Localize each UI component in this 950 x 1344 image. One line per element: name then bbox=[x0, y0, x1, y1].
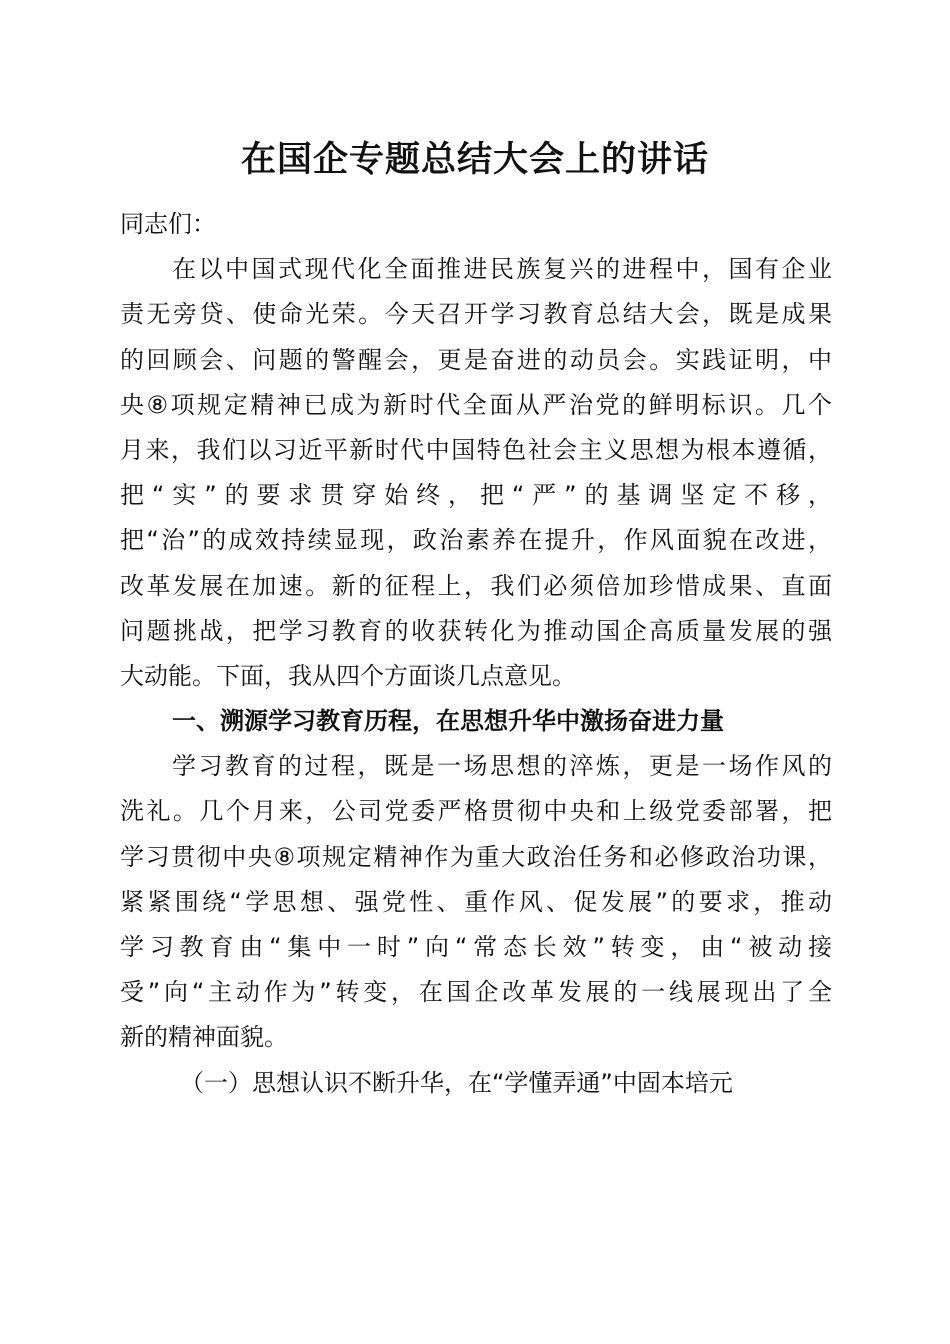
text-line: 责无旁贷、使命光荣。今天召开学习教育总结大会，既是成果 bbox=[120, 300, 832, 329]
document-body bbox=[120, 202, 832, 1106]
text-line: 大动能。下面，我从四个方面谈几点意见。 bbox=[120, 661, 576, 690]
text-line: 洗礼。几个月来，公司党委严格贯彻中央和上级党委部署，把 bbox=[120, 797, 832, 826]
text-line: 在以中国式现代化全面推进民族复兴的进程中，国有企业 bbox=[172, 255, 832, 284]
text-line: 学习教育由“集中一时”向“常态长效”转变，由“被动接 bbox=[120, 933, 832, 961]
text-line: 月来，我们以习近平新时代中国特色社会主义思想为根本遵循， bbox=[120, 435, 832, 464]
text-line: 问题挑战，把学习教育的收获转化为推动国企高质量发展的强 bbox=[120, 616, 832, 645]
salutation: 同志们： bbox=[120, 210, 216, 238]
text-line: 新的精神面貌。 bbox=[120, 1023, 288, 1052]
intro-paragraph bbox=[120, 247, 832, 699]
text-line: 央⑧项规定精神已成为新时代全面从严治党的鲜明标识。几个 bbox=[120, 390, 832, 419]
text-line: 的回顾会、问题的警醒会，更是奋进的动员会。实践证明，中 bbox=[120, 345, 832, 374]
section-paragraph bbox=[120, 744, 832, 1060]
text-line: 学习贯彻中央⑧项规定精神作为重大政治任务和必修政治功课， bbox=[120, 842, 832, 871]
text-line: 紧紧围绕“学思想、强党性、重作风、促发展”的要求，推动 bbox=[120, 887, 832, 916]
text-line: 学习教育的过程，既是一场思想的淬炼，更是一场作风的 bbox=[172, 752, 832, 781]
document-title: 在国企专题总结大会上的讲话 bbox=[240, 139, 709, 180]
text-line: 把“治”的成效持续显现，政治素养在提升，作风面貌在改进， bbox=[120, 526, 832, 555]
text-line: 把“实”的要求贯穿始终，把“严”的基调坚定不移， bbox=[120, 481, 832, 510]
subsection-heading: （一）思想认识不断升华，在“学懂弄通”中固本培元 bbox=[180, 1068, 733, 1097]
text-line: 受”向“主动作为”转变，在国企改革发展的一线展现出了全 bbox=[120, 978, 832, 1007]
text-line: 改革发展在加速。新的征程上，我们必须倍加珍惜成果、直面 bbox=[120, 571, 832, 600]
section-heading: 一、溯源学习教育历程，在思想升华中激扬奋进力量 bbox=[172, 707, 724, 736]
